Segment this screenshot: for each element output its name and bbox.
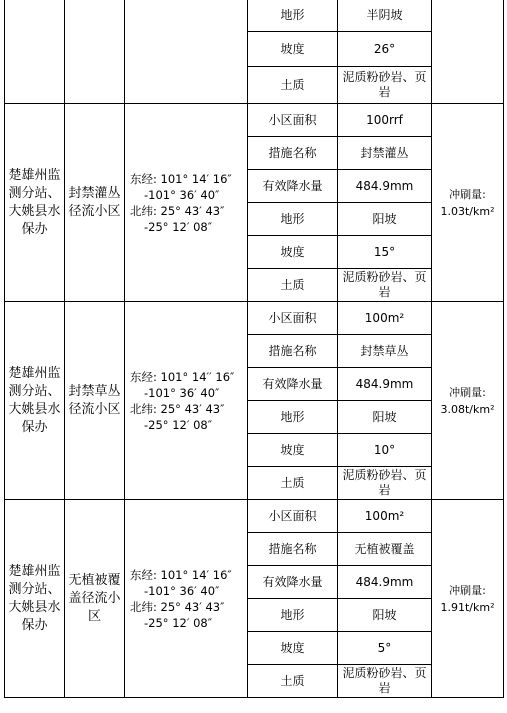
attribute-value: 泥质粉砂岩、页岩 (338, 665, 432, 698)
station-cell: 楚雄州监测分站、大姚县水保办 (5, 104, 65, 302)
attribute-label: 措施名称 (248, 335, 338, 368)
latitude-start: 北纬: 25° 43′ 43″ (130, 203, 225, 218)
attribute-value: 泥质粉砂岩、页岩 (338, 269, 432, 302)
attribute-label: 小区面积 (248, 500, 338, 533)
attribute-label: 小区面积 (248, 104, 338, 137)
longitude-start: 东经: 101° 14′ 16″ (130, 567, 232, 582)
attribute-value: 484.9mm (338, 368, 432, 401)
attribute-label: 地形 (248, 599, 338, 632)
erosion-label: 冲刷量: (449, 385, 486, 399)
attribute-value: 10° (338, 434, 432, 467)
attribute-value: 泥质粉砂岩、页岩 (338, 67, 432, 104)
attribute-label: 土质 (248, 467, 338, 500)
coordinates-cell (125, 500, 248, 698)
attribute-label: 土质 (248, 665, 338, 698)
attribute-label: 坡度 (248, 632, 338, 665)
attribute-label: 坡度 (248, 236, 338, 269)
station-cell-empty (5, 0, 65, 104)
attribute-value: 阳坡 (338, 401, 432, 434)
coordinates-cell (125, 104, 248, 302)
latitude-start: 北纬: 25° 43′ 43″ (130, 599, 225, 614)
attribute-label: 有效降水量 (248, 170, 338, 203)
attribute-label: 坡度 (248, 32, 338, 67)
attribute-label: 小区面积 (248, 302, 338, 335)
erosion-label: 冲刷量: (449, 583, 486, 597)
attribute-label: 地形 (248, 203, 338, 236)
attribute-value: 泥质粉砂岩、页岩 (338, 467, 432, 500)
erosion-value: 3.08t/km² (440, 402, 495, 416)
attribute-label: 地形 (248, 0, 338, 32)
latitude-end: -25° 12′ 08″ (144, 219, 213, 234)
attribute-label: 土质 (248, 269, 338, 302)
station-cell: 楚雄州监测分站、大姚县水保办 (5, 302, 65, 500)
latitude-end: -25° 12′ 08″ (144, 615, 213, 630)
erosion-label: 冲刷量: (449, 187, 486, 201)
plot-name-cell: 封禁草丛径流小区 (65, 302, 125, 500)
attribute-value: 100m² (338, 302, 432, 335)
attribute-label: 有效降水量 (248, 566, 338, 599)
attribute-value: 100m² (338, 500, 432, 533)
coordinates-cell (125, 302, 248, 500)
attribute-value: 484.9mm (338, 566, 432, 599)
attribute-value: 封禁灌丛 (338, 137, 432, 170)
erosion-value: 1.91t/km² (440, 600, 495, 614)
attribute-value: 无植被覆盖 (338, 533, 432, 566)
latitude-end: -25° 12′ 08″ (144, 417, 213, 432)
attribute-label: 地形 (248, 401, 338, 434)
monitoring-plot-table (4, 0, 504, 698)
attribute-value: 封禁草丛 (338, 335, 432, 368)
attribute-value: 484.9mm (338, 170, 432, 203)
attribute-value: 阳坡 (338, 599, 432, 632)
attribute-value: 100rrf (338, 104, 432, 137)
attribute-value: 半阴坡 (338, 0, 432, 32)
attribute-value: 阳坡 (338, 203, 432, 236)
plot-name-cell: 无植被覆盖径流小区 (65, 500, 125, 698)
plot-name-cell: 封禁灌丛径流小区 (65, 104, 125, 302)
longitude-end: -101° 36′ 40″ (144, 385, 220, 400)
longitude-start: 东经: 101° 14′ 16″ (130, 171, 232, 186)
erosion-cell (432, 104, 504, 302)
coords-cell-empty (125, 0, 248, 104)
plot-cell-empty (65, 0, 125, 104)
station-cell: 楚雄州监测分站、大姚县水保办 (5, 500, 65, 698)
attribute-label: 土质 (248, 67, 338, 104)
attribute-label: 有效降水量 (248, 368, 338, 401)
erosion-cell (432, 500, 504, 698)
longitude-end: -101° 36′ 40″ (144, 583, 220, 598)
erosion-cell-empty (432, 0, 504, 104)
erosion-value: 1.03t/km² (440, 204, 495, 218)
longitude-start: 东经: 101° 14′′ 16″ (130, 369, 235, 384)
attribute-value: 15° (338, 236, 432, 269)
attribute-label: 坡度 (248, 434, 338, 467)
attribute-label: 措施名称 (248, 533, 338, 566)
attribute-value: 26° (338, 32, 432, 67)
erosion-cell (432, 302, 504, 500)
attribute-label: 措施名称 (248, 137, 338, 170)
latitude-start: 北纬: 25° 43′ 43″ (130, 401, 225, 416)
longitude-end: -101° 36′ 40″ (144, 187, 220, 202)
attribute-value: 5° (338, 632, 432, 665)
